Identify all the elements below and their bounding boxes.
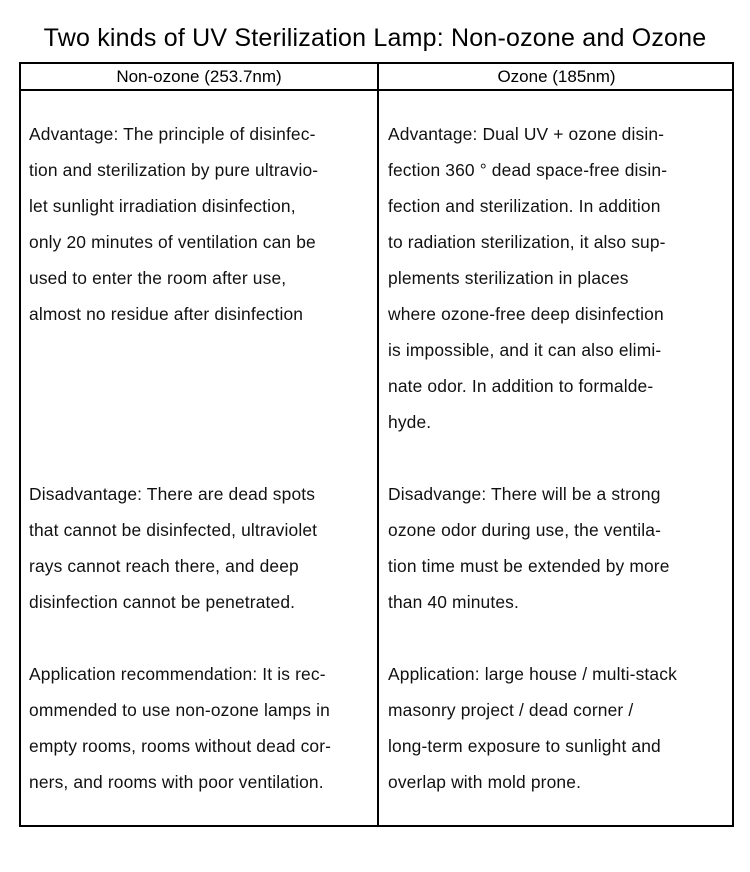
header-non-ozone: Non-ozone (253.7nm) [116,67,282,86]
page-title: Two kinds of UV Sterilization Lamp: Non-ozone and Ozone [43,24,707,52]
text-line: overlap with mold prone. [388,772,582,792]
text-line: Disadvantage: There are dead spots [29,484,316,504]
text-line: fection and sterilization. In addition [388,196,661,216]
text-line: tion time must be extended by more [388,556,670,576]
ozone-advantage [388,116,733,440]
non-ozone-advantage [29,116,374,332]
text-line: long-term exposure to sunlight and [388,736,661,756]
text-line: let sunlight irradiation disinfection, [29,196,296,216]
text-line: hyde. [388,412,432,432]
comparison-table [19,62,734,827]
ozone-disadvantage [388,476,733,620]
text-line: ozone odor during use, the ventila- [388,520,662,540]
text-line: is impossible, and it can also elimi- [388,340,662,360]
header-ozone: Ozone (185nm) [497,67,616,86]
text-line: nate odor. In addition to formalde- [388,376,654,396]
text-line: ommended to use non-ozone lamps in [29,700,330,720]
text-line: disinfection cannot be penetrated. [29,592,296,612]
text-line: used to enter the room after use, [29,268,287,288]
text-line: almost no residue after disinfection [29,304,304,324]
text-line: masonry project / dead corner / [388,700,634,720]
text-line: Advantage: Dual UV + ozone disin- [388,124,665,144]
text-line: to radiation sterilization, it also sup- [388,232,666,252]
text-line: tion and sterilization by pure ultravio- [29,160,319,180]
text-line: Advantage: The principle of disinfec- [29,124,316,144]
text-line: fection 360 ° dead space-free disin- [388,160,668,180]
text-line: plements sterilization in places [388,268,629,288]
text-line: than 40 minutes. [388,592,519,612]
ozone-application [388,656,733,800]
text-line: Disadvange: There will be a strong [388,484,661,504]
non-ozone-disadvantage [29,476,374,620]
header-divider [21,89,732,91]
non-ozone-application [29,656,374,800]
text-line: empty rooms, rooms without dead cor- [29,736,332,756]
text-line: only 20 minutes of ventilation can be [29,232,316,252]
text-line: ners, and rooms with poor ventilation. [29,772,324,792]
text-line: Application recommendation: It is rec- [29,664,326,684]
text-line: rays cannot reach there, and deep [29,556,299,576]
text-line: where ozone-free deep disinfection [388,304,664,324]
text-line: Application: large house / multi-stack [388,664,677,684]
column-divider [377,64,379,825]
text-line: that cannot be disinfected, ultraviolet [29,520,318,540]
